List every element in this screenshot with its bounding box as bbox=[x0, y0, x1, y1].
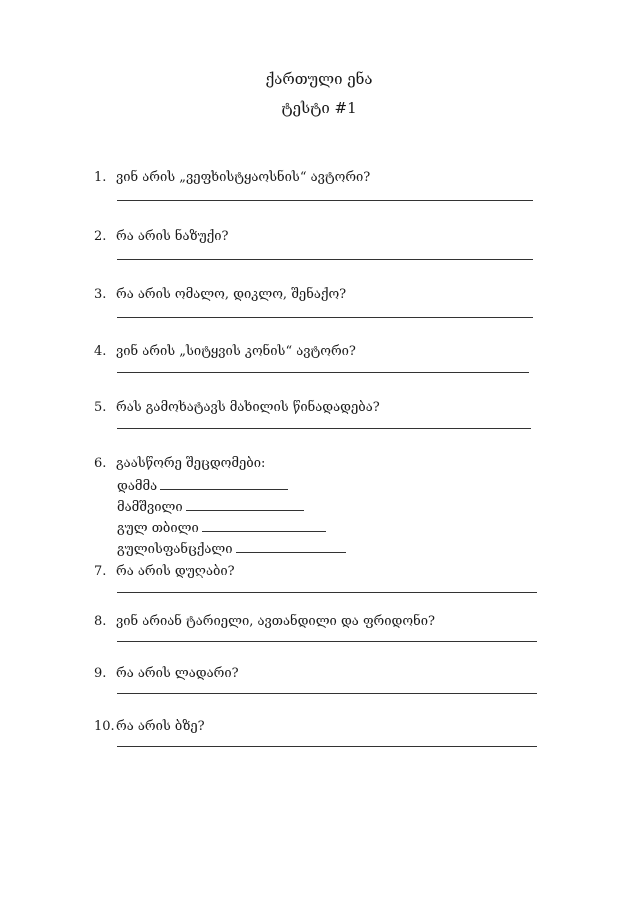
correction-blank[interactable] bbox=[202, 520, 326, 532]
answer-line-1[interactable] bbox=[117, 200, 533, 201]
correction-item-1 bbox=[117, 478, 288, 494]
question-text: რას გამოხატავს მახილის წინადადება? bbox=[116, 400, 380, 415]
answer-line-9[interactable] bbox=[117, 693, 537, 694]
question-6 bbox=[94, 456, 265, 471]
question-9 bbox=[94, 666, 239, 681]
question-2 bbox=[94, 229, 229, 244]
answer-line-10[interactable] bbox=[117, 746, 537, 747]
answer-line-5[interactable] bbox=[117, 428, 531, 429]
question-5 bbox=[94, 400, 380, 415]
correction-blank[interactable] bbox=[186, 499, 304, 511]
correction-word: დამმა bbox=[117, 479, 158, 494]
answer-line-7[interactable] bbox=[117, 592, 537, 593]
correction-word: მამშვილი bbox=[117, 500, 183, 515]
answer-line-3[interactable] bbox=[117, 317, 533, 318]
question-4 bbox=[94, 344, 356, 359]
question-text: რა არის ომალო, დიკლო, შენაქო? bbox=[116, 287, 347, 302]
question-text: რა არის ნაზუქი? bbox=[116, 229, 229, 244]
answer-line-4[interactable] bbox=[117, 372, 529, 373]
correction-word: გულ თბილი bbox=[117, 521, 199, 536]
question-7 bbox=[94, 564, 235, 579]
question-number: 2. bbox=[94, 229, 107, 244]
correction-item-2 bbox=[117, 499, 304, 515]
question-text: გაასწორე შეცდომები: bbox=[116, 456, 266, 471]
question-number: 7. bbox=[94, 564, 107, 579]
correction-blank[interactable] bbox=[236, 541, 346, 553]
question-3 bbox=[94, 287, 346, 302]
question-1 bbox=[94, 170, 370, 185]
question-number: 5. bbox=[94, 400, 107, 415]
correction-item-3 bbox=[117, 520, 326, 536]
question-text: რა არის დუღაბი? bbox=[116, 564, 235, 579]
answer-line-2[interactable] bbox=[117, 259, 533, 260]
page-subtitle: ტესტი #1 bbox=[281, 99, 357, 117]
question-number: 4. bbox=[94, 344, 107, 359]
question-text: ვინ არის „ვეფხისტყაოსნის“ ავტორი? bbox=[116, 170, 371, 185]
question-text: ვინ არის „სიტყვის კონის“ ავტორი? bbox=[116, 344, 356, 359]
question-number: 6. bbox=[94, 456, 107, 471]
question-number: 9. bbox=[94, 666, 107, 681]
answer-line-8[interactable] bbox=[117, 641, 537, 642]
question-8 bbox=[94, 614, 435, 629]
question-number: 10. bbox=[94, 719, 115, 734]
question-text: რა არის ბზე? bbox=[116, 719, 205, 734]
page-title: ქართული ენა bbox=[265, 70, 373, 88]
correction-item-4 bbox=[117, 541, 346, 557]
question-10 bbox=[94, 719, 205, 734]
correction-blank[interactable] bbox=[160, 478, 288, 490]
question-number: 1. bbox=[94, 170, 107, 185]
question-text: რა არის ლადარი? bbox=[116, 666, 239, 681]
question-number: 3. bbox=[94, 287, 107, 302]
question-text: ვინ არიან ტარიელი, ავთანდილი და ფრიდონი? bbox=[116, 614, 435, 629]
question-number: 8. bbox=[94, 614, 107, 629]
correction-word: გულისფანცქალი bbox=[117, 542, 233, 557]
